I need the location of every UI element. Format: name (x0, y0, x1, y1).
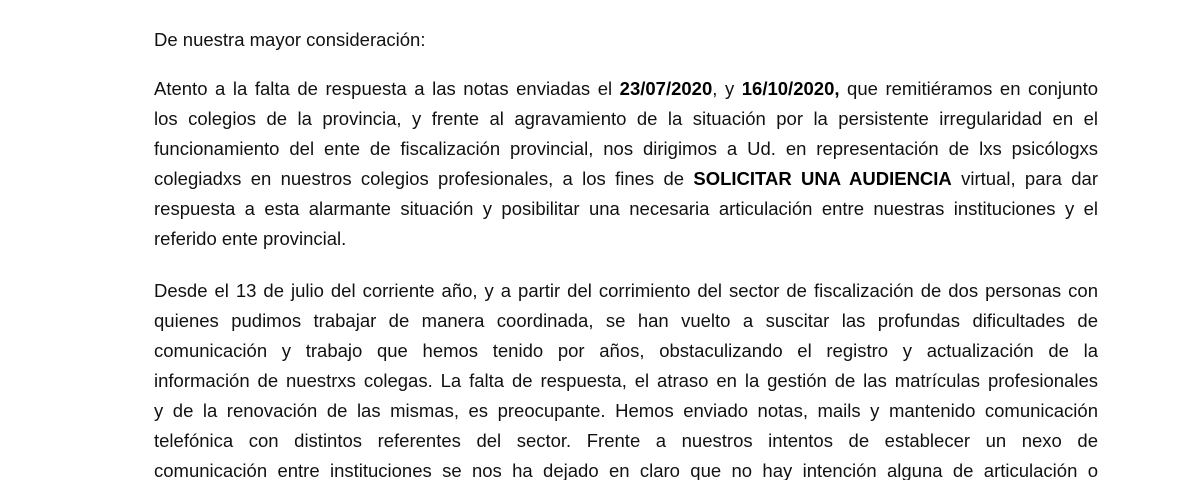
paragraph-1-line-2: los colegios de la provincia, y frente al agravamiento de la situación por la persistente irregularidad en el (154, 108, 1098, 129)
p1-line1-text-a: Atento a la falta de respuesta a las notas enviadas el (154, 78, 620, 99)
p1-line1-text-c: que remitiéramos en conjunto (839, 78, 1098, 99)
paragraph-2-line: comunicación entre instituciones se nos ha dejado en claro que no hay intención alguna de articulación o (154, 460, 1098, 480)
date-2: 16/10/2020, (741, 78, 840, 99)
paragraph-1-line-6: referido ente provincial. (154, 228, 347, 249)
paragraph-2-line: Desde el 13 de julio del corriente año, y a partir del corrimiento del sector de fiscalización de dos personas con (154, 280, 1098, 301)
paragraph-2 (154, 276, 1098, 480)
date-1: 23/07/2020 (619, 78, 713, 99)
paragraph-2-line: comunicación y trabajo que hemos tenido por años, obstaculizando el registro y actualización de la (154, 340, 1098, 361)
p1-line1-text-b: , y (712, 78, 742, 99)
paragraph-1-line-4 (154, 164, 1098, 194)
paragraph-1 (154, 74, 1098, 254)
p1-line4-text-a: colegiadxs en nuestros colegios profesionales, a los fines de (154, 168, 694, 189)
greeting-block (154, 25, 1098, 55)
paragraph-1-line-3: funcionamiento del ente de fiscalización provincial, nos dirigimos a Ud. en representación de lxs psicólogxs (154, 138, 1098, 159)
paragraph-1-line-1 (154, 74, 1098, 104)
paragraph-2-line: información de nuestrxs colegas. La falta de respuesta, el atraso en la gestión de las matrículas profesionales (154, 370, 1098, 391)
paragraph-1-line-5: respuesta a esta alarmante situación y posibilitar una necesaria articulación entre nuestras instituciones y el (154, 198, 1098, 219)
paragraph-2-line: y de la renovación de las mismas, es preocupante. Hemos enviado notas, mails y mantenido comunicación (154, 400, 1098, 421)
highlight-request: SOLICITAR UNA AUDIENCIA (693, 168, 952, 189)
greeting: De nuestra mayor consideración: (154, 29, 426, 50)
paragraph-2-line: telefónica con distintos referentes del sector. Frente a nuestros intentos de establecer un nexo de (154, 430, 1098, 451)
p1-line4-text-c: virtual, para dar (951, 168, 1098, 189)
paragraph-2-line: quienes pudimos trabajar de manera coordinada, se han vuelto a suscitar las profundas dificultades de (154, 310, 1098, 331)
